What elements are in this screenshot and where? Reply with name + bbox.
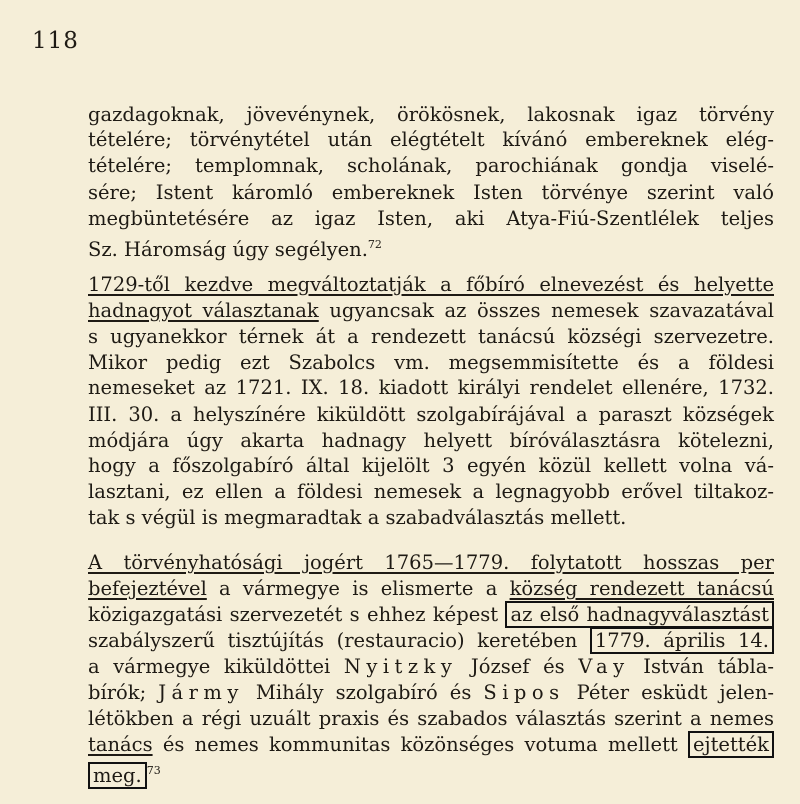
text-segment: hogy a főszolgabíró által kijelölt 3 egyén közül kellett volna vá- [88,454,774,477]
text-segment: gazdagoknak, jövevénynek, örökösnek, lakosnak igaz törvény [88,103,774,126]
text-segment: Jármy [158,681,244,704]
text-segment: létökben a régi uzuált praxis és szabados választás szerint a nemes [88,707,774,730]
boxed-text: ejtették [688,731,774,758]
text-segment: Péter esküdt jelen- [564,681,774,704]
text-segment: ugyancsak az összes nemesek szavazatával [318,299,774,322]
text-line [88,628,774,654]
text-line [88,602,774,628]
text-segment: Mihály szolgabíró és [243,681,484,704]
text-segment: Nyitzky [343,655,458,678]
text-line [88,102,774,128]
underlined-text: hadnagyot választanak [88,299,319,322]
text-line [88,654,774,680]
text-segment: módjára úgy akarta hadnagy helyett bíróválasztásra kötelezni, [88,429,774,452]
text-segment: és nemes kommunitas közönséges votuma mellett [152,733,688,756]
page-number: 118 [32,28,79,54]
text-segment: megbüntetésére az igaz Isten, aki Atya-Fiú-Szentlélek teljes [88,207,774,230]
underlined-text: A törvényhatósági jogért 1765—1779. folytatott hosszas per [88,551,774,574]
text-segment: sére; Istent káromló embereknek Isten törvénye szerint való [88,181,774,204]
text-segment: s ugyanekkor térnek át a rendezett tanácsú községi szervezetre. [88,325,774,348]
text-line [88,375,774,401]
text-line [88,298,774,324]
text-line [88,350,774,376]
underlined-text: tanács [88,733,153,756]
text-line [88,180,774,206]
text-line [88,758,774,787]
text-line [88,680,774,706]
text-line [88,127,774,153]
text-segment: a vármegye is elismerte a [206,577,510,600]
text-segment: tételére; törvénytétel után elégtételt kívánó embereknek elég- [88,128,774,151]
text-segment: Sz. Háromság úgy segélyen. [88,238,368,261]
text-segment: III. 30. a helyszínére kiküldött szolgabírájával a paraszt községek [88,403,774,426]
text-line [88,324,774,350]
text-segment: tak s végül is megmaradtak a szabadválasztás mellett. [88,506,627,529]
text-segment: szabályszerű tisztújítás (restauracio) keretében [88,629,590,652]
footnote-ref: 73 [146,764,161,777]
text-line [88,272,774,298]
text-segment: József és [457,655,579,678]
text-segment: bírók; [88,681,159,704]
boxed-text: 1779. április 14. [590,627,774,654]
text-line [88,206,774,232]
text-segment: Vay [578,655,630,678]
text-line [88,453,774,479]
text-segment: István tábla- [629,655,774,678]
text-line [88,479,774,505]
footnote-ref: 72 [367,238,382,251]
text-segment: Sipos [483,681,565,704]
text-line [88,550,774,576]
boxed-text: meg. [88,762,147,789]
text-line [88,153,774,179]
text-line [88,402,774,428]
text-segment: közigazgatási szervezetét s ehhez képest [88,603,506,626]
text-line [88,732,774,758]
boxed-text: az első hadnagyválasztást [505,601,774,628]
text-segment: a vármegye kiküldöttei [88,655,344,678]
underlined-text: befejeztével [88,577,207,600]
text-line [88,505,774,531]
text-line [88,576,774,602]
text-segment: nemeseket az 1721. IX. 18. kiadott királyi rendelet ellenére, 1732. [88,376,774,399]
underlined-text: község rendezett tanácsú [509,577,774,600]
underlined-text: 1729-től kezdve megváltoztatják a főbíró elnevezést és helyette [88,273,774,296]
text-segment: tételére; templomnak, scholának, parochiának gondja viselé- [88,154,774,177]
text-line [88,428,774,454]
text-segment: Mikor pedig ezt Szabolcs vm. megsemmisítette és a földesi [88,351,774,374]
text-line [88,706,774,732]
text-segment: lasztani, ez ellen a földesi nemesek a legnagyobb erővel tiltakoz- [88,480,774,503]
text-line [88,232,774,261]
